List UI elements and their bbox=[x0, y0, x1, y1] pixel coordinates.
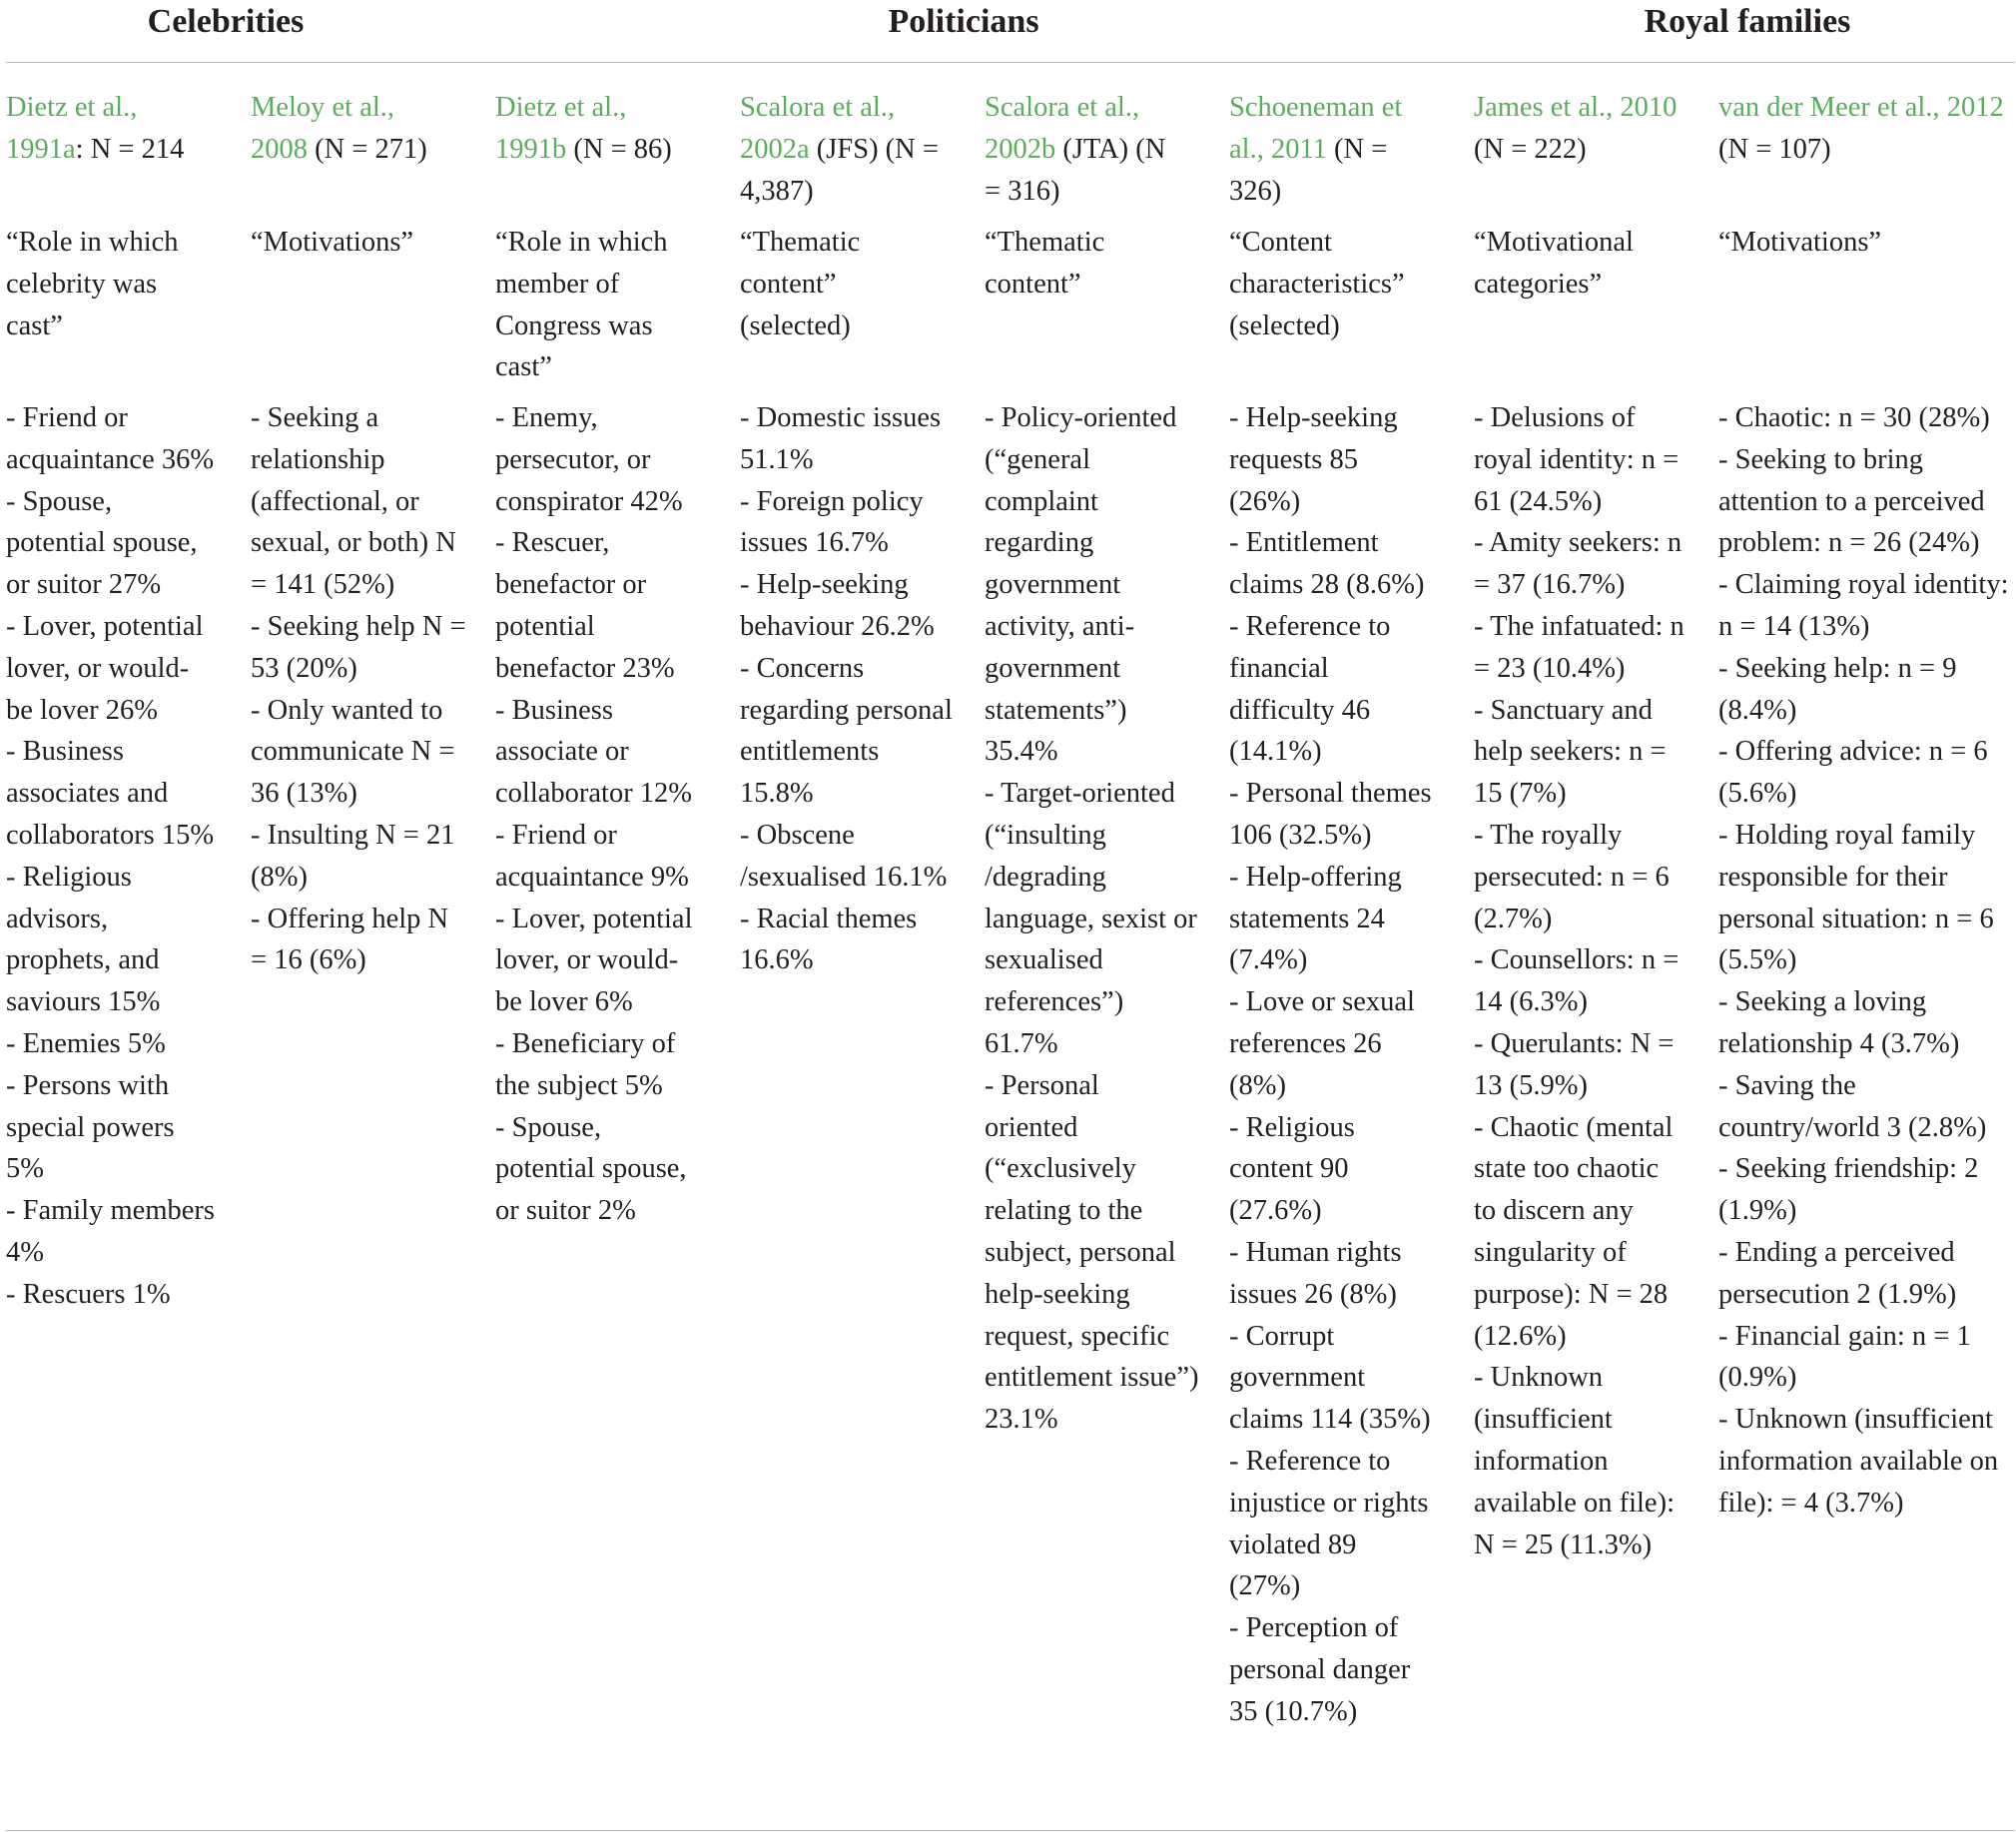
year-link[interactable]: 2002b bbox=[985, 133, 1056, 165]
list-item: - Offering help N = 16 (6%) bbox=[251, 903, 449, 976]
study-citation bbox=[1718, 87, 2013, 171]
list-item: - Obscene /sexualised 16.1% bbox=[740, 819, 948, 893]
list-item: - Holding royal family responsible for their personal situation: n = 6 (5.5%) bbox=[1718, 819, 1994, 976]
study-citation bbox=[1474, 87, 1711, 171]
study-citation bbox=[985, 87, 1184, 212]
top-rule bbox=[6, 62, 2015, 63]
study-citation bbox=[6, 87, 244, 171]
list-item: - Saving the country/world 3 (2.8%) bbox=[1718, 1069, 1987, 1143]
list-item: - Seeking help N = 53 (20%) bbox=[251, 610, 466, 684]
list-item: - Friend or acquaintance 36% bbox=[6, 402, 215, 475]
list-item: - Reference to financial difficulty 46 (14.1%) bbox=[1229, 610, 1391, 768]
item-list bbox=[985, 397, 1199, 1441]
author-link[interactable]: James et al., bbox=[1474, 92, 1614, 123]
year-link[interactable]: 2002a bbox=[740, 133, 810, 165]
list-item: - Rescuer, benefactor or potential benefactor 23% bbox=[495, 527, 675, 684]
item-list bbox=[251, 397, 470, 981]
list-item: - Delusions of royal identity: n = 61 (24.5%) bbox=[1474, 402, 1680, 517]
list-item: - Concerns regarding personal entitlements 15.8% bbox=[740, 652, 953, 810]
list-item: - Friend or acquaintance 9% bbox=[495, 819, 689, 893]
author-link[interactable]: van der Meer et al., bbox=[1718, 92, 1940, 123]
sample-size: (N = 107) bbox=[1718, 133, 1831, 165]
list-item: - Insulting N = 21 (8%) bbox=[251, 819, 455, 893]
list-item: - Foreign policy issues 16.7% bbox=[740, 485, 924, 559]
list-item: - Querulants: N = 13 (5.9%) bbox=[1474, 1027, 1675, 1101]
group-header-celebrities: Celebrities bbox=[147, 3, 305, 40]
list-item: - Personal oriented (“exclusively relating to the subject, personal help-seeking request, specific entitlement issue”) 23.1% bbox=[985, 1069, 1199, 1436]
list-item: - Enemy, persecutor, or conspirator 42% bbox=[495, 402, 683, 517]
study-citation bbox=[495, 87, 733, 171]
study-citation bbox=[1229, 87, 1419, 212]
list-item: - Spouse, potential spouse, or suitor 27% bbox=[6, 485, 198, 601]
list-item: - Racial themes 16.6% bbox=[740, 903, 918, 976]
sample-size: (JFS) (N = 4,387) bbox=[740, 133, 939, 207]
list-item: - Reference to injustice or rights violated 89 (27%) bbox=[1229, 1445, 1429, 1602]
list-item: - Unknown (insufficient information available on file): = 4 (3.7%) bbox=[1718, 1404, 1999, 1519]
list-item: - Religious content 90 (27.6%) bbox=[1229, 1111, 1355, 1227]
list-item: - Entitlement claims 28 (8.6%) bbox=[1229, 527, 1425, 601]
list-item: - Amity seekers: n = 37 (16.7%) bbox=[1474, 527, 1682, 601]
category-label: “Thematic content” (selected) bbox=[740, 227, 861, 341]
list-item: - Personal themes 106 (32.5%) bbox=[1229, 778, 1432, 851]
sample-size: (N = 271) bbox=[315, 133, 427, 165]
list-item: - Beneficiary of the subject 5% bbox=[495, 1027, 676, 1101]
list-item: - Lover, potential lover, or would-be lover 6% bbox=[495, 903, 693, 1018]
category-label: “Role in which member of Congress was cast” bbox=[495, 227, 668, 383]
item-list bbox=[1718, 397, 2013, 1525]
list-item: - Seeking to bring attention to a perceived problem: n = 26 (24%) bbox=[1718, 443, 1985, 559]
list-item: - Chaotic (mental state too chaotic to discern any singularity of purpose): N = 28 (12.6%) bbox=[1474, 1111, 1674, 1352]
list-item: - Rescuers 1% bbox=[6, 1278, 171, 1310]
year-link[interactable]: 2010 bbox=[1620, 92, 1678, 123]
list-item: - Seeking friendship: 2 (1.9%) bbox=[1718, 1153, 1979, 1227]
list-item: - Perception of personal danger 35 (10.7%) bbox=[1229, 1612, 1411, 1727]
list-item: - Persons with special powers 5% bbox=[6, 1069, 175, 1185]
category-label: “Motivations” bbox=[1718, 227, 1882, 258]
list-item: - Spouse, potential spouse, or suitor 2% bbox=[495, 1111, 687, 1227]
category-label: “Motivational categories” bbox=[1474, 227, 1634, 300]
group-header-politicians: Politicians bbox=[888, 3, 1039, 40]
item-list bbox=[740, 397, 955, 981]
year-link[interactable]: 2011 bbox=[1270, 133, 1327, 165]
list-item: - Help-offering statements 24 (7.4%) bbox=[1229, 861, 1402, 976]
list-item: - Unknown (insufficient information available on file): N = 25 (11.3%) bbox=[1474, 1362, 1675, 1560]
sample-size: (N = 326) bbox=[1229, 133, 1388, 207]
list-item: - Ending a perceived persecution 2 (1.9%) bbox=[1718, 1236, 1957, 1310]
list-item: - Seeking help: n = 9 (8.4%) bbox=[1718, 652, 1957, 726]
list-item: - Offering advice: n = 6 (5.6%) bbox=[1718, 736, 1988, 810]
category-label: “Content characteristics” (selected) bbox=[1229, 227, 1405, 341]
list-item: - The royally persecuted: n = 6 (2.7%) bbox=[1474, 819, 1670, 934]
year-link[interactable]: 2012 bbox=[1946, 92, 2004, 123]
author-link[interactable]: Schoeneman et al., bbox=[1229, 92, 1403, 165]
year-link[interactable]: 1991a bbox=[6, 133, 76, 165]
author-link[interactable]: Dietz et al., bbox=[495, 92, 627, 123]
sample-size: (N = 86) bbox=[573, 133, 672, 165]
item-list bbox=[495, 397, 705, 1232]
item-list bbox=[1474, 397, 1685, 1565]
study-citation bbox=[251, 87, 488, 171]
list-item: - Lover, potential lover, or would-be lover 26% bbox=[6, 610, 204, 726]
list-item: - Chaotic: n = 30 (28%) bbox=[1718, 402, 1990, 433]
list-item: - Religious advisors, prophets, and saviours 15% bbox=[6, 861, 161, 1018]
item-list bbox=[6, 397, 216, 1316]
author-link[interactable]: Meloy et al., bbox=[251, 92, 395, 123]
year-link[interactable]: 2008 bbox=[251, 133, 308, 165]
author-link[interactable]: Scalora et al., bbox=[985, 92, 1140, 123]
item-list bbox=[1229, 397, 1434, 1733]
list-item: - Counsellors: n = 14 (6.3%) bbox=[1474, 944, 1680, 1018]
list-item: - Love or sexual references 26 (8%) bbox=[1229, 986, 1415, 1101]
list-item: - Claiming royal identity: n = 14 (13%) bbox=[1718, 569, 2009, 642]
list-item: - Business associates and collaborators 15% bbox=[6, 736, 215, 851]
author-link[interactable]: Scalora et al., bbox=[740, 92, 896, 123]
category-label: “Motivations” bbox=[251, 227, 414, 258]
study-citation bbox=[740, 87, 940, 212]
list-item: - Help-seeking requests 85 (26%) bbox=[1229, 402, 1398, 517]
list-item: - Corrupt government claims 114 (35%) bbox=[1229, 1320, 1431, 1436]
sample-size: (N = 222) bbox=[1474, 133, 1587, 165]
sample-size: (JTA) (N = 316) bbox=[985, 133, 1166, 207]
list-item: - Domestic issues 51.1% bbox=[740, 402, 942, 475]
list-item: - Financial gain: n = 1 (0.9%) bbox=[1718, 1320, 1971, 1394]
list-item: - The infatuated: n = 23 (10.4%) bbox=[1474, 610, 1684, 684]
list-item: - Family members 4% bbox=[6, 1195, 215, 1268]
sample-size: : N = 214 bbox=[75, 133, 185, 165]
list-item: - Target-oriented (“insulting /degrading language, sexist or sexualised references”) 61.7% bbox=[985, 778, 1197, 1059]
bottom-rule bbox=[6, 1830, 2015, 1831]
list-item: - Seeking a relationship (affectional, or sexual, or both) N = 141 (52%) bbox=[251, 402, 456, 601]
list-item: - Business associate or collaborator 12% bbox=[495, 694, 693, 810]
author-link[interactable]: Dietz et al., bbox=[6, 92, 138, 123]
year-link[interactable]: 1991b bbox=[495, 133, 567, 165]
category-label: “Role in which celebrity was cast” bbox=[6, 227, 179, 341]
list-item: - Enemies 5% bbox=[6, 1027, 166, 1059]
list-item: - Seeking a loving relationship 4 (3.7%) bbox=[1718, 986, 1960, 1059]
category-label: “Thematic content” bbox=[985, 227, 1105, 300]
list-item: - Help-seeking behaviour 26.2% bbox=[740, 569, 935, 642]
group-header-royal-families: Royal families bbox=[1644, 3, 1851, 40]
list-item: - Human rights issues 26 (8%) bbox=[1229, 1236, 1402, 1310]
list-item: - Only wanted to communicate N = 36 (13%) bbox=[251, 694, 455, 810]
list-item: - Sanctuary and help seekers: n = 15 (7%) bbox=[1474, 694, 1667, 810]
list-item: - Policy-oriented (“general complaint regarding government activity, anti-government statements”) 35.4% bbox=[985, 402, 1177, 768]
